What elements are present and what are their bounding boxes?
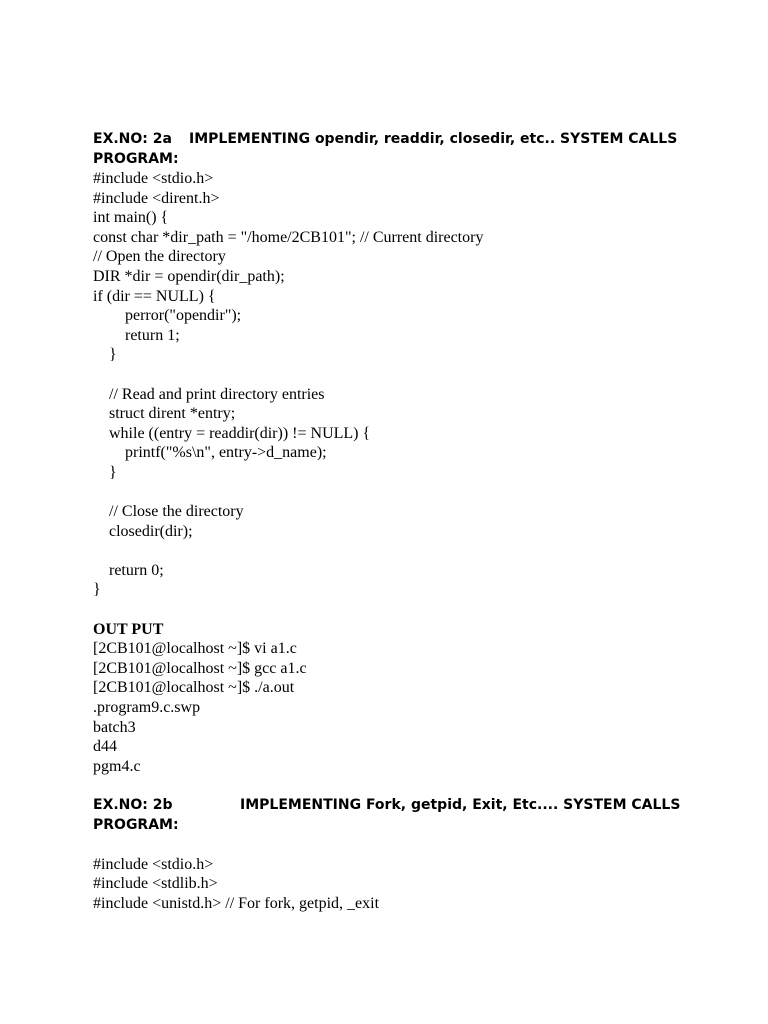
code-line: #include <stdio.h> <box>93 170 214 187</box>
code-line: } <box>93 346 117 364</box>
ex2a-heading <box>93 130 733 150</box>
code-line <box>93 365 733 385</box>
output-line: .program9.c.swp <box>93 699 201 717</box>
code-line: } <box>93 581 101 599</box>
code-line: if (dir == NULL) { <box>93 287 216 305</box>
section-spacer <box>93 776 733 796</box>
ex2b-program-label: PROGRAM: <box>93 816 179 833</box>
code-line: perror("opendir"); <box>93 307 242 325</box>
code-line: printf("%s\n", entry->d_name); <box>93 444 327 462</box>
output-line: d44 <box>93 738 117 756</box>
output-line: pgm4.c <box>93 757 141 775</box>
output-line: [2CB101@localhost ~]$ gcc a1.c <box>93 659 307 677</box>
code-line <box>93 541 733 561</box>
code-line: closedir(dir); <box>93 522 193 540</box>
ex2a-output-label: OUT PUT <box>93 620 164 638</box>
ex2a-program-label: PROGRAM: <box>93 150 179 167</box>
ex2a-code-block <box>93 169 733 600</box>
code-line: #include <dirent.h> <box>93 189 220 207</box>
ex2a-number: EX.NO: 2a <box>93 131 172 147</box>
ex2b-number: EX.NO: 2b <box>93 797 173 813</box>
ex2b-title: IMPLEMENTING Fork, getpid, Exit, Etc.... SYSTEM CALLS <box>240 797 681 813</box>
code-line: const char *dir_path = "/home/2CB101"; // Current directory <box>93 228 484 246</box>
ex2b-heading <box>93 796 733 816</box>
code-line: // Close the directory <box>93 503 244 521</box>
code-line: int main() { <box>93 209 169 227</box>
code-line: // Open the directory <box>93 248 226 266</box>
code-line: return 1; <box>93 326 180 344</box>
ex2b-code-block <box>93 855 733 914</box>
code-line: while ((entry = readdir(dir)) != NULL) { <box>93 424 371 442</box>
code-line: // Read and print directory entries <box>93 385 325 403</box>
document-body <box>93 130 733 913</box>
output-line: [2CB101@localhost ~]$ ./a.out <box>93 679 295 697</box>
code-line: DIR *dir = opendir(dir_path); <box>93 267 285 285</box>
program-spacer <box>93 835 733 855</box>
code-line: return 0; <box>93 561 164 579</box>
output-line: [2CB101@localhost ~]$ vi a1.c <box>93 640 297 658</box>
ex2a-title: IMPLEMENTING opendir, readdir, closedir, etc.. SYSTEM CALLS <box>189 131 678 147</box>
code-line: struct dirent *entry; <box>93 405 236 423</box>
ex2a-output-block <box>93 639 733 776</box>
code-line: } <box>93 463 117 481</box>
output-line: batch3 <box>93 718 136 736</box>
code-line: #include <unistd.h> // For fork, getpid, _exit <box>93 894 380 912</box>
code-line: #include <stdlib.h> <box>93 875 218 893</box>
code-line <box>93 483 733 503</box>
code-line: #include <stdio.h> <box>93 855 214 873</box>
